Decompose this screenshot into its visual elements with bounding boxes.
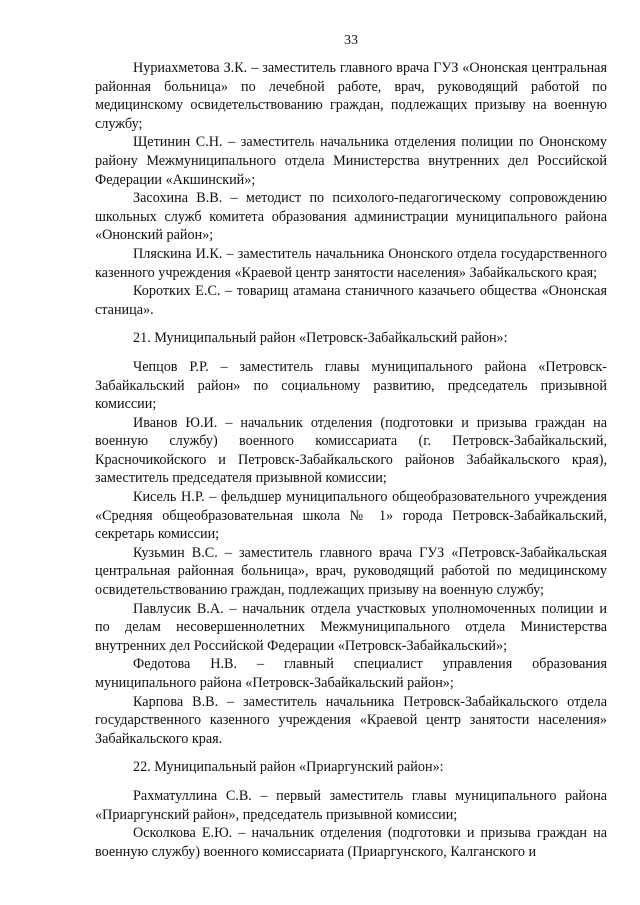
document-page	[95, 33, 607, 861]
paragraph-shchetinin: Щетинин С.Н. – заместитель начальника отделения полиции по Ононскому району Межмуниципального отдела Министерства внутренних дел Российской Федерации «Акшинский»;	[95, 134, 607, 188]
paragraph-zasokhina: Засохина В.В. – методист по психолого-педагогическому сопровождению школьных служб комитета образования администрации муниципального района «Ононский район»;	[95, 190, 607, 244]
section-heading-21: 21. Муниципальный район «Петровск-Забайкальский район»:	[133, 330, 508, 347]
paragraph-ivanov: Иванов Ю.И. – начальник отделения (подготовки и призыва граждан на военную службу) военного комиссариата (г. Петровск-Забайкальский, Красночикойского и Петровск-Забайкальского районов Забайкальского края), заместитель председателя призывной комиссии;	[95, 414, 607, 487]
paragraph-karpova: Карпова В.В. – заместитель начальника Петровск-Забайкальского отдела государственного казенного учреждения «Краевой центр занятости населения» Забайкальского края.	[95, 693, 607, 747]
paragraph-fedotova: Федотова Н.В. – главный специалист управления образования муниципального района «Петровск-Забайкальский район»;	[95, 656, 607, 691]
paragraph-nuriakhmetova: Нуриахметова З.К. – заместитель главного врача ГУЗ «Ононская центральная районная больница» по лечебной работе, врач, руководящий работой по медицинскому освидетельствованию граждан, подлежащих призыву на военную службу;	[95, 60, 607, 132]
paragraph-kisel: Кисель Н.Р. – фельдшер муниципального общеобразовательного учреждения «Средняя общеобразовательная школа № 1» города Петровск-Забайкальский, секретарь комиссии;	[95, 489, 607, 543]
paragraph-oskolkova: Осколкова Е.Ю. – начальник отделения (подготовки и призыва граждан на военную службу) военного комиссариата (Приаргунского, Калганского и	[95, 825, 607, 860]
paragraph-korotkikh: Коротких Е.С. – товарищ атамана станичного казачьего общества «Ононская станица».	[95, 283, 607, 318]
paragraph-kuzmin: Кузьмин В.С. – заместитель главного врача ГУЗ «Петровск-Забайкальская центральная районная больница», врач, руководящий работой по медицинскому освидетельствованию граждан, подлежащих призыву на военную службу;	[95, 544, 607, 599]
paragraph-rakhmatullina: Рахматуллина С.В. – первый заместитель главы муниципального района «Приаргунский район», председатель призывной комиссии;	[95, 787, 607, 823]
paragraph-cheptsov: Чепцов Р.Р. – заместитель главы муниципального района «Петровск-Забайкальский район» по социальному развитию, председатель призывной комиссии;	[95, 358, 607, 413]
page-number: 33	[344, 33, 358, 48]
section-heading-22: 22. Муниципальный район «Приаргунский район»:	[133, 759, 444, 776]
paragraph-plyaskina: Пляскина И.К. – заместитель начальника Ононского отдела государственного казенного учреждения «Краевой центр занятости населения» Забайкальского края;	[95, 245, 607, 281]
paragraph-pavlusik: Павлусик В.А. – начальник отдела участковых уполномоченных полиции и по делам несовершеннолетних Межмуниципального отдела Министерства внутренних дел Российской Федерации «Петровск-Забайкальский»;	[95, 600, 607, 654]
